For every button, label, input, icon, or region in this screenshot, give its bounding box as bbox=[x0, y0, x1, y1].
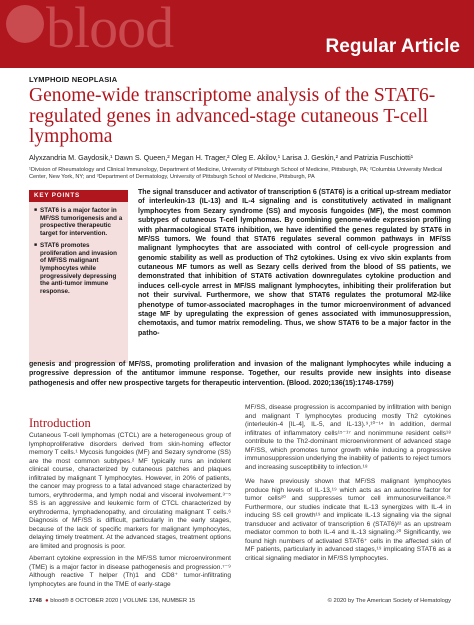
abstract-text-continued: genesis and progression of MF/SS, promoting proliferation and invasion of the malignant lymphocytes while inducing a progressive depression of the antitumor immune response. Together, our results provide new insights into disease pathogenesis and offer new prospective targets for therapeutic intervention. (Blood. 2020;136(15):1748-1759) bbox=[29, 361, 451, 387]
body-paragraph: Cutaneous T-cell lymphomas (CTCL) are a heterogeneous group of lymphoproliferative disorders derived from skin-homing effector memory T cells.¹ Mycosis fungoides (MF) and Sezary syndrome (SS) are the most common subtypes.² MF typically runs an indolent clinical course, characterized by cutaneous patches and plaques infiltrated by malignant T lymphocytes. However, in 20% of patients, the cancer may progress to a fatal advanced stage characterized by tumors, erythroderma, and lymph nodal and visceral involvement.³⁻⁵ SS is an aggressive and leukemic form of CTCL characterized by erythroderma, lymphadenopathy, and circulating malignant T cells.⁶ Diagnosis of MF/SS is difficult, particularly in the early stages, because of the lack of specific markers for malignant lymphocytes, delaying timely treatment. At the advanced stages, treatment options are limited and prognosis is poor. bbox=[29, 432, 231, 550]
body-column-right bbox=[245, 404, 451, 563]
body-column-left bbox=[29, 432, 231, 589]
introduction-heading: Introduction bbox=[29, 416, 91, 430]
footer-journal: blood bbox=[50, 598, 65, 604]
key-point-item: ■ STAT6 is a major factor in MF/SS tumorigenesis and a prospective therapeutic target for intervention. bbox=[34, 207, 123, 238]
logo-text: blood bbox=[46, 0, 174, 60]
footer-copyright: © 2020 by The American Society of Hematology bbox=[327, 598, 451, 604]
logo-dot-icon bbox=[6, 5, 44, 43]
body-paragraph: Aberrant cytokine expression in the MF/SS tumor microenvironment (TME) is a major factor in disease pathogenesis and progression.⁷⁻⁹ Although reactive T helper (Th)1 and CD8⁺ tumor-infiltrating lymphocytes are found in the TME of early-stage bbox=[29, 555, 231, 588]
affiliations: ¹Division of Rheumatology and Clinical Immunology, Department of Medicine, University of Pittsburgh School of Medicine, Pittsburgh, PA; ²Columbia University Medical Center, New York, NY; and ³Department of Dermatology, University of Pittsburgh School of Medicine, Pittsburgh, PA bbox=[29, 167, 443, 181]
journal-header bbox=[0, 0, 474, 68]
author-list: Alyxzandria M. Gaydosik,¹ Dawn S. Queen,² Megan H. Trager,² Oleg E. Akilov,¹ Larisa J. Geskin,² and Patrizia Fuschiotti¹ bbox=[29, 153, 414, 162]
page-footer: 1748 ● blood® 8 OCTOBER 2020 | VOLUME 136, NUMBER 15 © 2020 by The American Society of Hematology bbox=[29, 598, 451, 604]
journal-dot-icon: ● bbox=[45, 598, 49, 604]
article-title: Genome-wide transcriptome analysis of the STAT6-regulated genes in advanced-stage cutaneous T-cell lymphoma bbox=[29, 85, 436, 147]
key-point-item: ■ STAT6 promotes proliferation and invasion of MF/SS malignant lymphocytes while progressively depressing the anti-tumor immune response. bbox=[34, 242, 123, 296]
section-label: LYMPHOID NEOPLASIA bbox=[29, 75, 118, 84]
article-type: Regular Article bbox=[325, 36, 460, 57]
journal-logo bbox=[6, 0, 173, 61]
footer-issue: 8 OCTOBER 2020 | VOLUME 136, NUMBER 15 bbox=[70, 598, 196, 604]
body-paragraph: We have previously shown that MF/SS malignant lymphocytes produce high levels of IL-13,¹⁹ which acts as an autocrine factor for tumor cells²⁰ and suppresses tumor cell immunosurveillance.²¹ Furthermore, our studies indicate that IL-13 synergizes with IL-4 in inducing SS cell growth¹⁹ and implicate IL-13 signaling via the signal transducer and activator of transcription 6 (STAT6)²² as an upstream mediator common to both IL-4 and IL-13 signaling.²⁰ Significantly, we found high numbers of activated STAT6⁺ cells in the affected skin of MF patients, particularly in advanced stages,¹⁹ implicating STAT6 as a critical signaling mediator in MF/SS lymphocytes. bbox=[245, 478, 451, 562]
body-paragraph: MF/SS, disease progression is accompanied by infiltration with benign and malignant T lymphocytes producing mostly Th2 cytokines (interleukin-4 [IL-4], IL-5, and IL-13).⁹,¹⁰⁻¹⁴ In addition, dermal infiltrates of inflammatory cells¹⁵⁻¹⁷ and nonimmune resident cells¹⁸ contribute to the Th2-dominant microenvironment of advanced stage MF/SS, which promotes tumor growth while inducing a progressive immunosuppression underlying the inability of patients to reject tumors and increasing susceptibility to infection.¹⁸ bbox=[245, 404, 451, 471]
abstract-text: The signal transducer and activator of transcription 6 (STAT6) is a critical up-stream mediator of interleukin-13 (IL-13) and IL-4 signaling and is constitutively activated in malignant lymphocytes from Sezary syndrome (SS) and mycosis fungoides (MF), the most common subtypes of cutaneous T-cell lymphomas. By combining genome-wide expression profiling with pharmacological STAT6 inhibition, we have identified the genes regulated by STAT6 in MF/SS tumors. We found that STAT6 regulates several common pathways in MF/SS malignant lymphocytes that are associated with control of cell-cycle progression and genomic stability as well as production of Th2 cytokines. Using ex vivo skin explants from cutaneous MF tumors as well as Sezary cells derived from the blood of SS patients, we demonstrated that inhibition of STAT6 activation downregulates cytokine production and induces cell-cycle arrest in MF/SS malignant lymphocytes, inhibiting their proliferation but not their survival. Furthermore, we show that STAT6 regulates the protumoral M2-like phenotype of tumor-associated macrophages in the tumor microenvironment of advanced stage MF by upregulating the expression of genes associated with immunosuppression, chemotaxis, and tumor matrix remodeling. Thus, we show STAT6 to be a major factor in the patho- bbox=[138, 189, 451, 337]
page-number: 1748 bbox=[29, 598, 42, 604]
key-points-box bbox=[29, 190, 128, 360]
key-points-body bbox=[29, 202, 128, 363]
key-points-heading: KEY POINTS bbox=[29, 190, 128, 202]
